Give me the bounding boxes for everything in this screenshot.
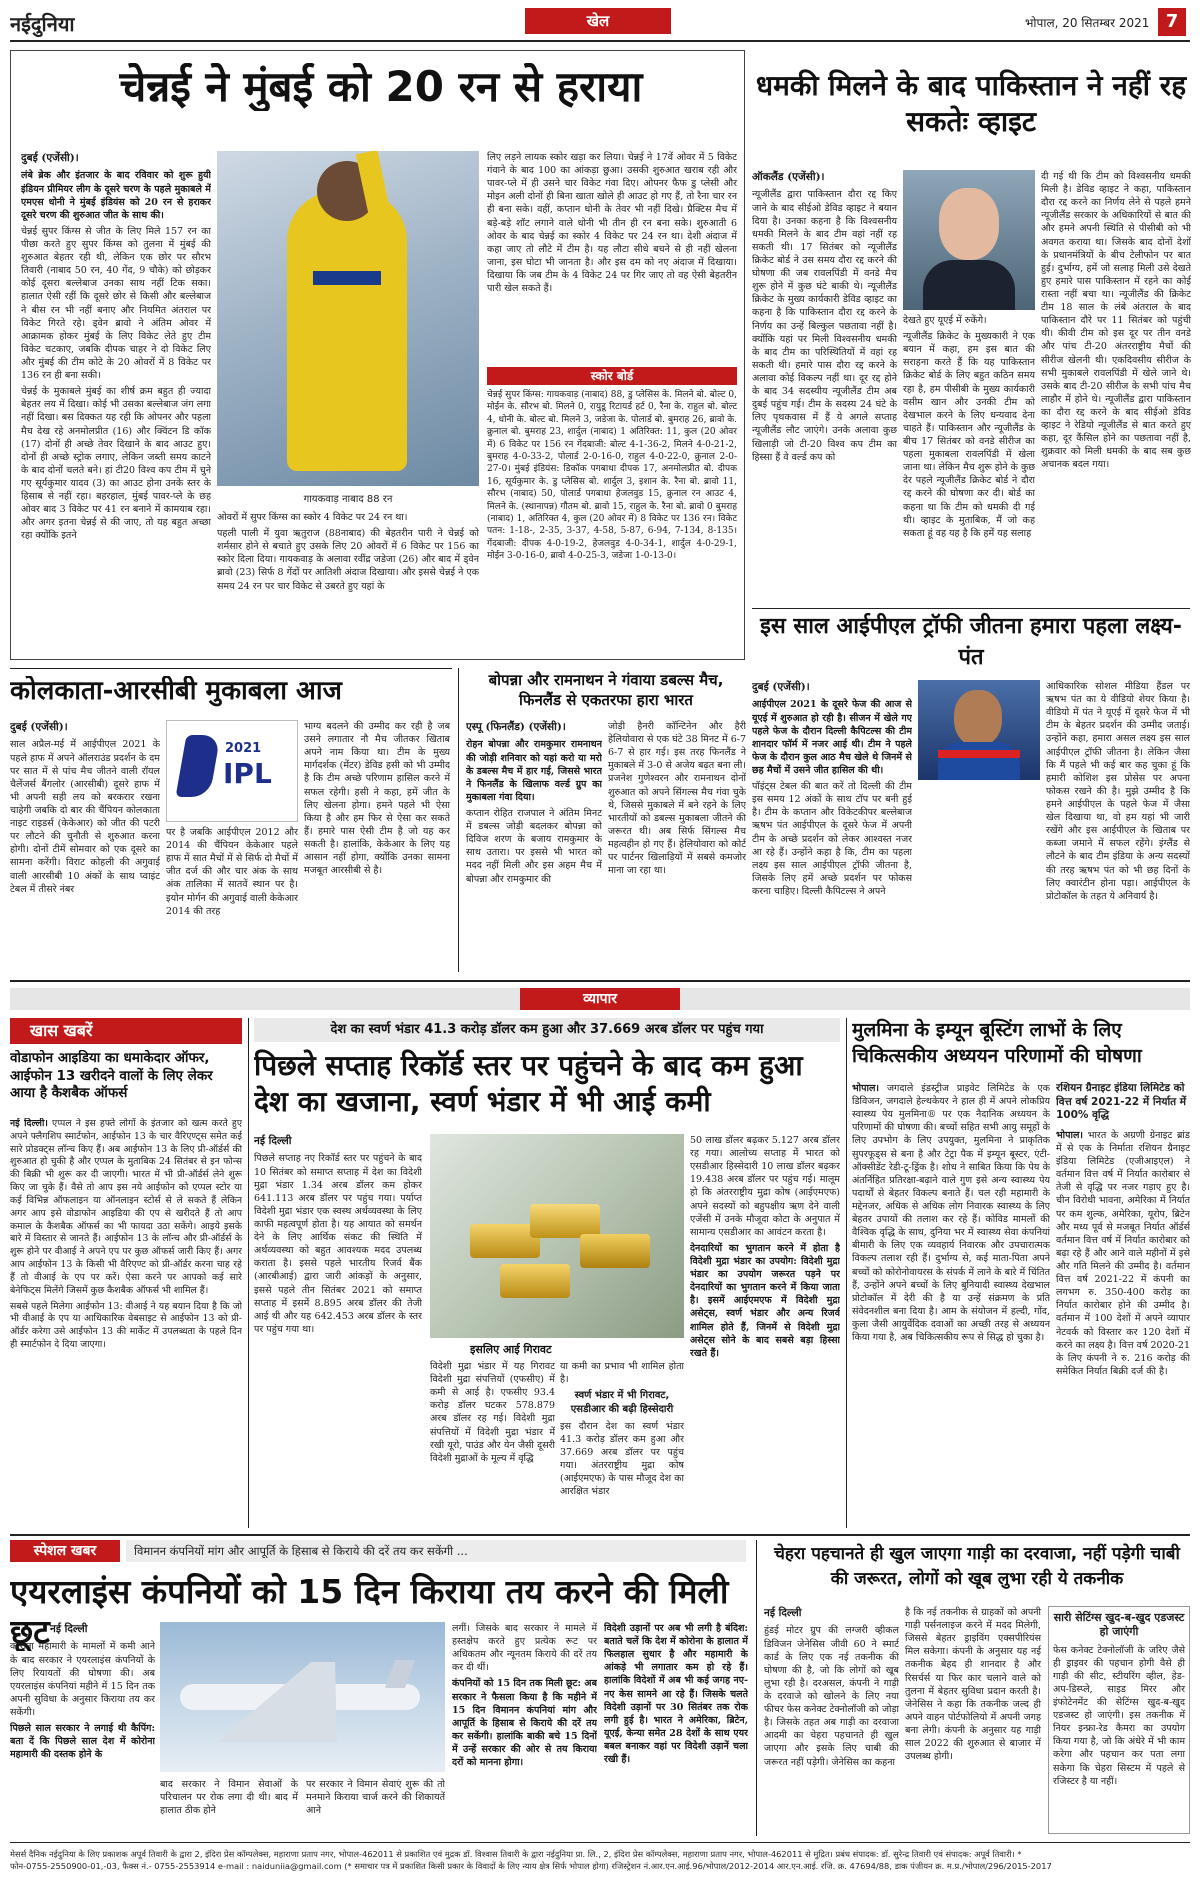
pakistan-col2-text: न्यूजीलैंड क्रिकेट के मुख्यकारी ने एक बयान में कहा, हम इस बात की सराहना करते हैं कि यह पाकिस्तान क्रिकेट बोर्ड के लिए बहुत कठिन समय रहा है, हम पीसीबी के मुख्य कार्यकारी वसीम खान और उनकी टीम को देखभाल करने के लिए धन्यवाद देना चाहते हैं। पाकिस्तान और न्यूजीलैंड के बीच 17 सितंबर को वनडे सीरीज का पहला मुकाबला रावलपिंडी में खेला जाना था। लेकिन मैच शुरू होने के कुछ देर पहले न्यूजीलैंड क्रिकेट बोर्ड ने दौरा रद्द करने की घोषणा कर दी। बोर्ड का कहना था कि टीम को धमकी दी गई थी। व्हाइट के मुताबिक, मैं जो कह सकता हूं वह यह है कि हमें यह सलाह xyxy=(903,331,1035,539)
imprint-line1: मेसर्स दैनिक नईदुनिया के लिए प्रकाशक अपूर्व तिवारी के द्वारा 2, इंदिरा प्रेस कॉम्पलेक्स, महाराणा प्रताप नगर, भोपाल-462011 से प्रकाशित एवं मुद्रक डॉ. विश्वास तिवारी के द्वारा नईदुनिया प्रा. लि., 2, इंदिरा प्रेस कॉम्पलेक्स, महाराणा प्रताप नगर, भोपाल-462011 से मुद्रित। प्रबंध संपादक: डॉ. सुरेन्द्र तिवारी एवं संपादक: अपूर्व तिवारी। * xyxy=(10,1849,1022,1859)
airlines-col4 xyxy=(604,1622,748,1834)
gold-col1 xyxy=(254,1134,422,1528)
pant-col2-text: आधिकारिक सोशल मीडिया हैंडल पर ऋषभ पंत का ये वीडियो शेयर किया है। वीडियो में पंत ने यूएई में दूसरे फेज में भी टीम के बेहतर प्रदर्शन की उम्मीद जताई। उन्होंने कहा, हमारा असल लक्ष्य इस साल आईपीएल ट्रॉफी जीतना है। लेकिन जैसा कि मैं पहले भी कई बार कह चुका हूं कि हमारी कोशिश इस प्रोसेस पर अपना फोकस रखने की है। मुझे उम्मीद है कि हमने आईपीएल के पहले फेज में जैसा खेल दिखाया था, वो हम यहां भी जारी रखेंगे और इस आईपीएल के खिताब पर कब्जा जमाने में सफल रहेंगे। इंग्लैंड से लौटने के बाद टीम इंडिया के अन्य सदस्यों की तरह ऋषभ पंत को भी छह दिनों के लिए क्वारंटीन होना पड़ा। आईपीएल के प्रोटोकॉल के तहत ये अनिवार्य है। xyxy=(1046,681,1190,902)
airlines-col3 xyxy=(452,1622,597,1834)
bopanna-headline: बोपन्ना और रामनाथन ने गंवाया डबल्स मैच, फिनलैंड से एकतरफा हारा भारत xyxy=(488,671,724,710)
airlines-col1 xyxy=(10,1622,155,1834)
gaikwad-photo xyxy=(217,151,479,486)
airlines-col2b-text: पर सरकार ने विमान सेवाएं शुरू की तो मनमाने किराया चार्ज करने की शिकायतें आने xyxy=(306,1779,445,1817)
airlines-tag: स्पेशल खबर xyxy=(10,1540,120,1562)
pant-col1 xyxy=(752,680,912,970)
newspaper-logo: नईदुनिया xyxy=(10,12,75,36)
kolkata-col1-text: साल अप्रैल-मई में आईपीएल 2021 के पहले हाफ में अपने ऑलराउंड प्रदर्शन के दम पर सात में से पांच मैच जीतने वाली रॉयल चैलेंजर्स बैंगलोर (आरसीबी) दूसरे हाफ में भी अपनी सही लय को बरकरार रखना चाहेगी जबकि दो बार की चैंपियन कोलकाता नाइट राइडर्स (केकेआर) को जीत की पटरी पर लौटने की चुनौती से शुरुआत करना होगी। दोनों टीमें सोमवार को एक दूसरे का सामना करेंगी। विराट कोहली की अगुवाई वाली आरसीबी 10 अंकों के साथ प्वाइंट टेबल में तीसरे नंबर xyxy=(10,739,160,895)
khaas-tag: खास खबरें xyxy=(10,1018,242,1044)
gold-col2b-text: या कमी का प्रभाव भी शामिल होता है। xyxy=(560,1361,684,1386)
pakistan-dateline: ऑकलैंड (एजेंसी)। xyxy=(752,171,825,183)
gold-col3b-text: देनदारियों का भुगतान करने में होता है विदेशी मुद्रा भंडार का उपयोग: विदेशी मुद्रा भंडार का उपयोग जरूरत पड़ने पर देनदारियों का भुगतान करने में किया जाता है। इसमें आईएमएफ में विदेशी मुद्रा असेट्स, स्वर्ण भंडार और अन्य रिजर्व शामिल होते हैं, जिनमें से विदेशी मुद्रा असेट्स सोने के बाद सबसे बड़ा हिस्सा रखते हैं। xyxy=(690,1242,840,1359)
section-title: खेल xyxy=(525,8,671,34)
rishiyan-body xyxy=(1056,1129,1190,1378)
airlines-col4-text: विदेशी उड़ानों पर अब भी लगी है बंदिश: बताते चलें कि देश में कोरोना के हालात में फिलहाल सुधार है और महामारी के आंकड़े भी लगातार कम हो रहे हैं। हालांकि विदेशों में अब भी कई जगह नए-नए केस सामने आ रहे हैं। जिसके चलते विदेशी उड़ानों पर 30 सितंबर तक रोक लगी हुई है। भारत ने अमेरिका, ब्रिटेन, यूएई, केन्या समेत 28 देशों के साथ एयर बबल बनाकर वहां पर विदेशी उड़ानें चला रखी हैं। xyxy=(604,1623,748,1766)
car-col1-text: हुंडई मोटर ग्रुप की लग्जरी व्हीकल डिविजन जेनेसिस जीवी 60 ने स्मार्ट कार्ड के लिए एक नई तकनीक की घोषणा की है, जो कि लोगों को खूब लुभा रही है। दरअसल, कंपनी ने गाड़ी के दरवाजे को खोलने के लिए नया फीचर फेस कनेक्ट टेक्नोलॉजी को जोड़ा है। जिसके तहत अब गाड़ी का दरवाजा आदमी का चेहरा पहचानते ही खुल जाएगा और इसके लिए चाबी की जरूरत नहीं पड़ेगी। जेनेसिस का कहना xyxy=(764,1625,899,1768)
gold-dateline: नई दिल्ली xyxy=(254,1135,292,1147)
scoreboard-title: स्कोर बोर्ड xyxy=(487,367,737,385)
chennai-intro: लंबे ब्रेक और इंतजार के बाद रविवार को शुरू हुयी इंडियन प्रीमियर लीग के दूसरे चरण के पहले मुकाबले में एमएस धोनी ने मुंबई इंडियंस को 20 रन से हराकर दूसरे चरण की शुरुआत जीत के साथ की। xyxy=(21,170,211,221)
pant-headline: इस साल आईपीएल ट्रॉफी जीतना हमारा पहला लक्ष्य-पंत xyxy=(760,614,1182,670)
gold-col1-text: पिछले सप्ताह नए रिकॉर्ड स्तर पर पहुंचने के बाद 10 सितंबर को समाप्त सप्ताह में देश का विदेशी मुद्रा भंडार 1.34 अरब डॉलर कम होकर 641.113 अरब डॉलर पर पहुंच गया। पर्याप्त विदेशी मुद्रा भंडार एक स्वस्थ अर्थव्यवस्था के लिए काफी महत्वपूर्ण होता है। यह आयात को समर्थन देने के लिए आर्थिक संकट की स्थिति में अर्थव्यवस्था को बहुत आवश्यक मदद उपलब्ध कराता है। इससे पहले भारतीय रिजर्व बैंक (आरबीआई) द्वारा जारी आंकड़ों के अनुसार, इससे पहले तीन सितंबर 2021 को समाप्त सप्ताह में इसमें 8.895 अरब डॉलर की तेजी आई थी और यह 642.453 अरब डॉलर के स्तर पर पहुंच गया था। xyxy=(254,1153,422,1335)
pant-dateline: दुबई (एजेंसी)। xyxy=(752,681,810,693)
rishiyan-body-text: भारत के अग्रणी ग्रेनाइट ब्रांड में से एक के निर्माता रशियन ग्रैनाइट इंडिया लिमिटेड (एजीआइएल) ने वर्तमान वित्त वर्ष में निर्यात कारोबार से तेजी से वृद्धि पर नजर गड़ाए हुए है। चीन विरोधी भावना, अमेरिका में निर्यात पर कम शुल्क, अमेरिका, यूरोप, ब्रिटेन और मध्य पूर्व से मजबूत निर्यात ऑर्डर्स वर्तमान वित्त वर्ष में निर्यात कारोबार को बढ़ा रहे हैं और आने वाले महीनों में इसे और गति मिलने की उम्मीद है। वर्तमान वित्त वर्ष 2021-22 में कंपनी का लगभग रु. 350-400 करोड़ का निर्यात कारोबार होने की उम्मीद है। वर्तमान में 100 देशों में अपने व्यापार नेटवर्क को विस्तार कर 120 देशों में करने का लक्ष्य है। वित्त वर्ष 2020-21 के लिए कंपनी ने रु. 216 करोड़ की समेकित निर्यात बिक्री दर्ज की है। xyxy=(1056,1129,1190,1377)
mulmina-headline: मुलमिना के इम्यून बूस्टिंग लाभों के लिए चिकित्सकीय अध्ययन परिणामों की घोषणा xyxy=(852,1019,1142,1067)
gold-headline: पिछले सप्ताह रिकॉर्ड स्तर पर पहुंचने के बाद कम हुआ देश का खजाना, स्वर्ण भंडार में भी आई कमी xyxy=(254,1049,803,1119)
bopanna-col2 xyxy=(608,720,746,972)
airlines-dateline: नई दिल्ली xyxy=(50,1623,88,1635)
mulmina-body xyxy=(852,1082,1050,1528)
car-col2-text: है कि नई तकनीक से ग्राहकों को अपनी गाड़ी पर्सनलाइज करने में मदद मिलेगी, जिससे बेहतर ड्राइविंग एक्सपीरियंस मिल सकेगा। कंपनी के अनुसार यह नई तकनीक बेहद ही शानदार है और रिसर्चर्स या फिर कार चलाने वाले को तुलना में बेहतर सुविधा प्रदान करती है। जेनेसिस ने कहा कि तकनीक जल्द ही अपने वाहन पोर्टफोलियो में अपनी जगह बना लेगी। कंपनी के अनुसार यह गाड़ी साल 2022 की शुरुआत से बाजार में उपलब्ध होगी। xyxy=(905,1607,1041,1763)
pakistan-col1 xyxy=(752,170,897,600)
imprint-line2: फोन-0755-2550900-01,-03, फैक्स नं.- 0755-2553914 e-mail : naiduniia@gmail.com (* समाचार पत्र में प्रकाशित किसी प्रकार के विवादों के लिए न्याय क्षेत्र सिर्फ भोपाल होगा) रजिस्ट्रेशन नं.आर.एन.आई.96/भोपाल/2012-2014 आर.एन.आई. रजि. क्र. 47694/88, डाक पंजीयन क्र. म.प्र./भोपाल/296/2015-2017 xyxy=(10,1861,1052,1872)
bopanna-col1 xyxy=(466,720,602,972)
kolkata-col2-text: पर है जबकि आईपीएल 2012 और 2014 की चैंपियन केकेआर पहले हाफ में सात मैचों में से सिर्फ दो मैचों में जीत दर्ज की और चार अंक के साथ अंक तालिका में सातवें स्थान पर है। इयोन मोर्गन की अगुवाई वाली केकेआर 2014 की तरह xyxy=(166,827,298,917)
pant-photo xyxy=(918,680,1040,780)
bopanna-intro: रोहन बोपन्ना और रामकुमार रामनाथन की जोड़ी शनिवार को यहां करो या मरो के डबल्स मैच में हार गई, जिससे भारत ने फिनलैंड के खिलाफ वर्ल्ड ग्रुप का मुकाबला गंवा दिया। xyxy=(466,739,602,803)
khaas-body-text: एप्पल ने इस हफ्ते लोगों के इंतजार को खत्म करते हुए अपने फ्लैगशिप स्मार्टफोन, आईफोन 13 के चार वैरिएण्ट्स समेत कई सारे प्रोडक्ट्स लॉन्च किए हैं। अब आईफोन 13 के लिए प्री-ऑर्डर्स की शुरुआत हो चुकी है और एप्पल के मुताबिक 24 सितंबर से इन फोन्स की बिक्री भी शुरू कर दी जाएगी। भारत में भी प्री-ऑर्डर्स लेने शुरू किए जा चुके हैं। वैसे तो आप इस नये आईफोन को एप्पल स्टोर या कई विभिन्न ऑफलाइन या ऑनलाइन स्टोर्स से ले सकते हैं लेकिन अगर आप इसे वोडाफोन आइडिया की एप से खरीदते हैं तो आप कमाल के कैशबैक ऑफर्स का भी फायदा उठा सकेंगे। आइये इसके बारे में विस्तार से जानते हैं। आईफोन 13 के लॉन्च और प्री-ऑर्डर्स के शुरू होने पर वीआई ने अपने एप पर कुछ ऑफर्स जारी किए हैं। अगर आप आईफोन 13 के किसी भी वैरिएण्ट को प्री-ऑर्डर करना चाह रहे हैं तो वीआई के एप पर करें। ऐसा करने पर आपको कई सारे बेनेफिट्स मिलेंगे जिसमें कुछ कैशबैक ऑफर्स भी शामिल हैं। xyxy=(10,1118,242,1296)
pakistan-col2 xyxy=(903,314,1035,604)
ipl-logo-year: 2021 xyxy=(225,741,262,756)
chennai-col2b-text: पहली पाली में युवा ऋतुराज (88नाबाद) की बेहतरीन पारी ने चेन्नई को शर्मसार होने से बचाते हुए उसके लिए 20 ओवरों में 6 विकेट पर 156 का स्कोर दिला दिया। गायकवाड़ के अलावा रवींद्र जडेजा (26) और बाद में ड्वेन ब्रावो (23) सिर्फ 8 गेंदों पर आतिशी अंदाज दिखाया। और इससे चेन्नई ने एक समय 24 रन पर चार विकेट से उबरते हुए यहां के xyxy=(217,528,479,592)
kolkata-dateline: दुबई (एजेंसी)। xyxy=(10,721,68,733)
kolkata-col1 xyxy=(10,720,160,970)
khaas-body2-text: सबसे पहले मिलेगा आईफोन 13: वीआई ने यह बयान दिया है कि जो भी वीआई के एप या आधिकारिक वेबसाइट से आईफोन 13 को प्री-ऑर्डर करेगा उसे आईफोन 13 की मार्केट में उपलब्धता के पहले दिन ही स्मार्टफोन दे दिया जाएगा। xyxy=(10,1300,242,1351)
chennai-col3 xyxy=(487,151,737,366)
kolkata-headline: कोलकाता-आरसीबी मुकाबला आज xyxy=(10,676,342,706)
gold-subhead: स्वर्ण भंडार में भी गिरावट, एसडीआर की बढ़ी हिस्सेदारी xyxy=(570,1390,674,1416)
pant-col2 xyxy=(1046,680,1190,970)
chennai-col1-text: चेन्नई सुपर किंग्स से जीत के लिए मिले 157 रन का पीछा करते हुए सुपर किंग्स को तुलना में मुंबई की शुरुआत बेहतर रही थी, लेकिन एक छोर पर सौरभ तिवारी (नाबाद 50 रन, 40 गेंद, 9 चौके) को छोड़कर कोई दूसरा बल्लेबाज उनका साथ नहीं टिक सका। हालात ऐसी रहीं कि दूसरे छोर से किसी और बल्लेबाज ने बीस रन भी नहीं बनाए और नियमित अंतराल पर विकेट गिरते रहे। ड्वेन ब्रावो ने अंतिम ओवर में आक्रामक होकर मुंबई के लिए विकेट लेते हुए टीम विकेट चटकाए, जबकि दीपक चाहर ने दो विकेट लिए और मुंबई की टीम कोटे के 20 ओवरों में 8 विकेट पर 136 रन ही बना सकी। xyxy=(21,225,211,382)
khaas-body xyxy=(10,1118,242,1528)
ipl-logo-text: IPL xyxy=(223,757,272,790)
gold-photo-caption: इसलिए आई गिरावट xyxy=(470,1343,552,1356)
gaikwad-caption: गायकवाड़ नाबाद 88 रन xyxy=(303,494,393,505)
kolkata-col3-text: भाग्य बदलने की उम्मीद कर रही है जब उसने लगातार नौ मैच जीतकर खिताब अपने नाम किया था। टीम के मुख्य मार्गदर्शक (मेंटर) डेविड हसी को भी उम्मीद है कि टीम अच्छे परिणाम हासिल करने में सफल रहेगी। हसी ने कहा, हमें जीत के लिए खेलना होगा। हमने पहले भी ऐसा किया है और हम फिर से ऐसा कर सकते हैं। हमारे पास ऐसी टीम है जो यह कर सकती है। हालांकि, केकेआर के लिए यह आसान नहीं होगा, क्योंकि उनका सामना मजबूत आरसीबी से है। xyxy=(304,721,450,877)
pakistan-col3-text: दी गई थी कि टीम को विश्वसनीय धमकी मिली है। डेविड व्हाइट ने कहा, पाकिस्तान दौरा रद्द करने का निर्णय लेने से पहले हमने न्यूजीलैंड सरकार के अधिकारियों से बात की और हमने अपनी स्थिति से पीसीबी को भी अवगत कराया था। जिसके बाद दोनों देशों के प्रधानमंत्रियों के बीच टेलीफोन पर बात हुई। दुर्भाग्य, हमें जो सलाह मिली उसे देखते हुए हमारे पास पाकिस्तान में रहने का कोई रास्ता नहीं बचा था। न्यूजीलैंड की क्रिकेट टीम 18 साल के लंबे अंतराल के बाद पाकिस्तान दौरे पर 11 सितंबर को पहुंची थी। कीवी टीम को इस दूर पर तीन वनडे और पांच टी-20 अंतरराष्ट्रीय मैचों की सीरीज खेलनी थी। एकदिवसीय सीरीज के सभी मुकाबले रावलपिंडी में खेले जाने थे। उसके बाद टी-20 सीरीज के सभी पांच मैच लाहौर में होने थे। न्यूजीलैंड द्वारा पाकिस्तान का दौरा रद्द करने के बाद सीईओ डेविड व्हाइट ने रेडियो न्यूजीलैंड से बात करते हुए कहा, दूर कैंसिल होने का पछतावा नहीं है, शुक्रवार को मिली धमकी के बाद सब कुछ अचानक बदल गया। xyxy=(1041,171,1191,471)
chennai-col1b-text: चेन्नई के मुकाबले मुंबई का शीर्ष क्रम बहुत ही ज्यादा बेहतर लय में दिखा। कोई भी उसका बल्लेबाज जंग लगा नहीं दिखा। बस दिक्कत यह रही कि ओपनर और पहला मैच देख रहे अनमोलप्रीत (16) और क्विंटन डि कॉक (17) दोनों ही अच्छे तेवर दिखाने के बाद आउट हुए। दोनों ही अच्छे स्ट्रोक लगाए, लेकिन जब्ती समय काटने के बाद दोनों चलते बने। हां टी20 विश्व कप टीम में चुने गए सूर्यकुमार यादव (3) का आउट होना उनके स्तर के हिसाब से नहीं रहा। बहरहाल, मुंबई पावर-प्ले के छह ओवर बाद 3 विकेट पर 41 रन बनाने में कामयाब रहा। और अगर इतना चेन्नई से की जाए, तो यह बहुत अच्छा रहा क्योंकि इतने xyxy=(21,386,211,542)
bopanna-col2-text: जोड़ी हैनरी कॉन्टिनेन और हैरी हेलियोवारा से एक घंटे 38 मिनट में 6-7 6-7 से हार गई। इस तरह फिनलैंड ने मुकाबले में 3-0 से अजेय बढ़त बना ली। प्रजनेश गुणेश्वरन और रामनाथन दोनों शुरुआत को अपने सिंगल्स मैच गंवा चुके थे, जिससे मुकाबले में बने रहने के लिए भारतीयों को डबल्स मुकाबला जीतने की जरूरत थी। अब सिर्फ सिंगल्स मैच महत्वहीन हो गए हैं। हेलियोवारा को कोर्ट पर पार्टनर खिलाड़ियों में सबसे कमजोर माना जा रहा था। xyxy=(608,721,746,877)
chennai-col1 xyxy=(21,151,211,651)
car-dateline: नई दिल्ली xyxy=(764,1607,802,1619)
bopanna-col1-text: कप्तान रोहित राजपाल ने अंतिम मिनट में डबल्स जोड़ी बदलकर बोपन्ना को दिविज शरण के बजाय रामकुमार के साथ उतारा। पर इससे भी भारत को मदद नहीं मिली और इस अहम मैच में बोपन्ना और रामकुमार की xyxy=(466,808,602,885)
gold-col2 xyxy=(430,1360,555,1528)
vyapar-band xyxy=(10,988,1190,1010)
pakistan-headline: धमकी मिलने के बाद पाकिस्तान ने नहीं रह सकतेः व्हाइट xyxy=(755,69,1187,139)
page-number: 7 xyxy=(1158,8,1186,36)
chennai-col3-text: लिए लड़ने लायक स्कोर खड़ा कर लिया। चेन्नई ने 17वें ओवर में 5 विकेट गंवाने के बाद 100 का आंकड़ा छुआ। उसकी शुरुआत खराब रही और पावर-प्ले में ही उसने चार विकेट गंवा दिए। ओपनर फैफ डु प्लेसी और मोइन अली दोनों ही बिना खाता खोले ही आउट हो गए हैं, तो रैना चार रन ही बना सके। वहीं, कप्तान धोनी के तेवर भी नहीं दिखे। प्रैक्टिस मैच में बड़े-बड़े शॉट लगाने वाले धोनी भी तीन ही रन बना सके। शुरुआती 6 ओवर के बाद चेन्नई का स्कोर 4 विकेट पर 24 रन था। देशी अंदाज में कहा जाए तो लौटे में टीम है। यह लौटा सीधे बचने से ही नहीं खेलना जाना, इस घोटा भी जानता है। और इस दम को नए अंदाज में दिखाया। दिखाया कि जब टीम के 4 विकेट 24 पर गिर जाए तो वह ऐसी बेहतरीन पारी खेल सकते हैं। xyxy=(487,152,737,295)
chennai-story xyxy=(10,50,745,660)
white-photo xyxy=(903,170,1035,310)
airlines-kicker: विमानन कंपनियों मांग और आपूर्ति के हिसाब से किराये की दरें तय कर सकेंगी ... xyxy=(126,1540,746,1562)
khaas-box xyxy=(10,1018,242,1528)
chennai-headline: चेन्नई ने मुंबई को 20 रन से हराया xyxy=(119,63,643,111)
masthead xyxy=(10,8,1190,38)
car-side-body: फेस कनेक्ट टेक्नोलॉजी के जरिए जैसे ही ड्राइवर की पहचान होगी वैसे ही गाड़ी की सीट, स्टीयरिंग व्हील, हेड-अप-डिस्प्ले, साइड मिरर और इंफोटेनमेंट की सेटिंग्स खुद-ब-खुद एडजस्ट हो जाएंगी। इस तकनीक में नियर इन्फ्रा-रेड कैमरा का उपयोग किया गया है, जो कि अंधेरे में भी काम करेगा और पहचान कर पता लगा सकेगा कि चेहरा सिस्टम में पहले से रजिस्टर है या नहीं। xyxy=(1053,1644,1185,1787)
imprint xyxy=(10,1848,1190,1892)
scoreboard-text: चेन्नई सुपर किंग्स: गायकवाड़ (नाबाद) 88, डु प्लेसिस के. मिलने बो. बोल्ट 0, मोईन के. सौरभ बो. मिलने 0, रायुडू रिटायर्ड हर्ट 0, रैना के. राहुल बो. बोल्ट 4, धोनी के. बोल्ट बो. मिलने 3, जडेजा के. पोलार्ड बो. बुमराह 26, ब्रावो के. क्रुनाल बो. बुमराह 23, शार्दुल (नाबाद) 1 अतिरिक्त: 11, कुल (20 ओवर में) 6 विकेट पर 156 रन गेंदबाजी: बोल्ट 4-1-36-2, मिलने 4-0-21-2, बुमराह 4-0-33-2, पोलार्ड 2-0-16-0, राहुल 4-0-22-0, क्रुनाल 2-0-27-0। मुंबई इंडियंस: डिकॉक पगबाधा दीपक 17, अनमोलप्रीत बो. दीपक 16, सूर्यकुमार के. डु प्लेसिस बो. शार्दुल 3, इशान के. रैना बो. ब्रावो 11, सौरभ (नाबाद) 50, पोलार्ड पगबाधा हेजलवुड 15, क्रुनाल रन आउट 4, मिलने के. (स्थानापन्न) गौतम बो. ब्रावो 15, राहुल के. रैना बो. ब्रावो 0 बुमराह (नाबाद) 1, अतिरिक्त 4, कुल (20 ओवर में) 8 विकेट पर 136 रन। विकेट पतन: 1-18-, 2-35, 3-37, 4-58, 5-87, 6-94, 7-134, 8-135। गेंदबाजी: दीपक 4-0-19-2, हेजलवुड 4-0-34-1, शार्दुल 4-0-29-1, मोईन 3-0-16-0, ब्रावो 4-0-25-3, जडेजा 1-0-13-0। xyxy=(487,390,737,562)
pant-intro: आईपीएल 2021 के दूसरे फेज की आज से यूएई में शुरुआत हो रही है। सीजन में खेले गए पहले फेज के दौरान दिल्ली कैपिटल्स की टीम शानदार फॉर्म में नजर आई थी। टीम ने पहले फेज के दौरान कुल आठ मैच खेले थे जिनमें से छह मैचों में उसने जीत हासिल की थी। xyxy=(752,699,912,777)
airlines-col2 xyxy=(160,1778,298,1834)
airlines-col3b-text: कंपनियों को 15 दिन तक मिली छूट: अब सरकार ने फैसला किया है कि महीने में 15 दिन विमानन कंपनियां मांग और आपूर्ति के हिसाब से किराये की दरें तय कर सकेंगी। हालांकि बाकी बचे 15 दिनों में उन्हें सरकार की ओर से तय किराया दरों को मानना होगा। xyxy=(452,1678,597,1769)
car-sidebox xyxy=(1048,1606,1190,1834)
pant-col1-text: पॉइंट्स टेबल की बात करें तो दिल्ली की टीम इस समय 12 अंकों के साथ टॉप पर बनी हुई है। टीम के कप्तान और विकेटकीपर बल्लेबाज ऋषभ पंत आईपीएल के दूसरे फेज में अपनी टीम के अच्छे प्रदर्शन को लेकर आश्वस्त नजर आ रहे हैं। उन्होंने कहा है कि, टीम का पहला लक्ष्य इस साल आईपीएल ट्रॉफी जीतना है, जिसके लिए हमें अच्छे प्रदर्शन पर फोकस करना चाहिए। दिल्ली कैपिटल्स ने अपने xyxy=(752,781,912,898)
chennai-col2 xyxy=(217,511,479,651)
kolkata-col2 xyxy=(166,826,298,972)
gold-bars-photo xyxy=(430,1134,684,1338)
mulmina-dateline: भोपाल। xyxy=(852,1083,880,1094)
gold-kicker: देश का स्वर्ण भंडार 41.3 करोड़ डॉलर कम हुआ और 37.669 अरब डॉलर पर पहुंच गया xyxy=(254,1018,840,1042)
airlines-col1b-text: पिछले साल सरकार ने लगाई थी कैपिंग: बता दें कि पिछले साल देश में कोरोना महामारी की दस्तक होने के xyxy=(10,1723,155,1761)
rishiyan-box xyxy=(1056,1082,1190,1528)
airplane-photo xyxy=(160,1622,445,1772)
car-side-head: सारी सेटिंग्स खुद-ब-खुद एडजस्ट हो जाएंगी xyxy=(1053,1611,1185,1639)
bopanna-dateline: एस्पू (फिनलैंड) (एजेंसी)। xyxy=(466,721,566,733)
airlines-col1-text: कोरोना महामारी के मामलों में कमी आने के बाद सरकार ने एयरलाइंस कंपनियों के लिए रियायतों की घोषणा की। अब एयरलाइंस कंपनियां महीने में 15 दिन तक अपनी सुविधा के अनुसार किराया तय कर सकेंगी। xyxy=(10,1641,155,1719)
car-headline: चेहरा पहचानते ही खुल जाएगा गाड़ी का दरवाजा, नहीं पड़ेगी चाबी की जरूरत, लोगों को खूब लुभा रही ये तकनीक xyxy=(774,1544,1180,1589)
gold-col2c-text: इस दौरान देश का स्वर्ण भंडार 41.3 करोड़ डॉलर कम हुआ और 37.669 अरब डॉलर पर पहुंच गया। अंतरराष्ट्रीय मुद्रा कोष (आईएमएफ) के पास मौजूद देश का आरक्षित भंडार xyxy=(560,1420,684,1498)
airlines-headline: एयरलाइंस कंपनियों को 15 दिन किराया तय करने की मिली छूट xyxy=(10,1572,729,1651)
khaas-dateline: नई दिल्ली। xyxy=(10,1118,48,1129)
airlines-col2b xyxy=(306,1778,445,1834)
car-col1 xyxy=(764,1606,899,1834)
chennai-dateline: दुबई (एजेंसी)। xyxy=(21,152,79,164)
car-side-body-wrap xyxy=(1053,1644,1185,1788)
kolkata-col3 xyxy=(304,720,450,972)
vyapar-section-title: व्यापार xyxy=(520,988,680,1010)
ipl-logo xyxy=(166,720,298,822)
gold-col3 xyxy=(690,1134,840,1528)
scoreboard xyxy=(487,389,737,654)
rishiyan-headline: रशियन ग्रैनाइट इंडिया लिमिटेड को वित्त वर्ष 2021-22 में निर्यात में 100% वृद्धि xyxy=(1056,1082,1187,1122)
rishiyan-dateline: भोपाल। xyxy=(1056,1129,1084,1141)
airlines-col2-text: बाद सरकार ने विमान सेवाओं के परिचालन पर रोक लगा दी थी। बाद में हालात ठीक होने xyxy=(160,1779,298,1817)
pakistan-col3 xyxy=(1041,170,1191,600)
khaas-headline: वोडाफोन आइडिया का धमाकेदार ऑफर, आईफोन 13 खरीदने वालों के लिए लेकर आया है कैशबैक ऑफर्स xyxy=(10,1050,213,1102)
issue-date: भोपाल, 20 सितम्बर 2021 xyxy=(1025,16,1150,30)
mulmina-body-text: जगदाले इंडस्ट्रीज प्राइवेट लिमिटेड के एक डिविजन, जगदाले हेल्थकेयर ने हाल ही में अपने लोकप्रिय स्वास्थ्य पेय मुलमिना® पर एक नैदानिक अध्ययन के परिणामों की घोषणा की। बच्चों सहित सभी आयु समूहों के लिए उपभोग के लिए उपयुक्त, मुलमिना ने प्राकृतिक सुपरफूड्स से बना है और टेट्रा पैक में इम्यून बूस्टर, एंटी-ऑक्सीडेंट रेडी-टू-ड्रिंक है। शोध ने साबित किया कि पेय के अंतर्निहित प्रतिरक्षा-बढ़ाने वाले गुण इसे अन्य स्वास्थ्य पेय पदार्थों से बेहतर विकल्प बनाते हैं। चल रही महामारी के मद्देनजर, अधिक से अधिक लोग निवारक स्वास्थ्य के लिए बेहतर उपायों की तलाश कर रहे हैं। कोविड मामलों की वैश्विक वृद्धि के साथ, दुनिया भर में स्वास्थ्य सेवा कंपनियां बीमारी के लिए एक व्यवहार्य निवारक और उपचारात्मक विकल्प तलाश रही हैं। दुर्भाग्य से, कई माता-पिता अपने बच्चों को कोरोनोवायरस के संपर्क में लाने के बारे में चिंतित हैं, उन्होंने अपने बच्चों के लिए बुनियादी स्वास्थ्य देखभाल प्रोटोकॉल में देरी की है या उन्हें संक्रमण के प्रति संवेदनशील बना दिया है। आम के संयोजन में हल्दी, गोंद, कुला जैसी आयुर्वेदिक दवाओं का अच्छी तरह से अध्ययन किया गया है, अब चिकित्सकीय रूप से सिद्ध हो चुका है। xyxy=(852,1083,1050,1344)
gold-col3-text: 50 लाख डॉलर बढ़कर 5.127 अरब डॉलर रह गया। आलोच्य सप्ताह में भारत को एसडीआर हिस्सेदारी 10 लाख डॉलर बढ़कर 19.438 अरब डॉलर पर पहुंच गई। मालूम हो कि अंतरराष्ट्रीय मुद्रा कोष (आईएमएफ) अपने सदस्यों को बहुपक्षीय ऋण देने वाली एजेंसी में उनके मौजूदा कोटा के अनुपात में सामान्य एसडीआर का आवंटन करता है। xyxy=(690,1135,840,1238)
white-caption: देखते हुए यूएई में रुकेंगे। xyxy=(903,315,987,326)
gold-col2-text: विदेशी मुद्रा भंडार में यह गिरावट विदेशी मुद्रा संपत्तियों (एफसीए) में कमी से आई है। एफसीए 93.4 करोड़ डॉलर घटकर 578.879 अरब डॉलर रह गई। विदेशी मुद्रा संपत्तियों में विदेशी मुद्रा भंडार में रखी यूरो, पाउंड और येन जैसी दूसरी विदेशी मुद्राओं के मूल्य में वृद्धि xyxy=(430,1361,555,1464)
chennai-col2-text: ओवरों में सुपर किंग्स का स्कोर 4 विकेट पर 24 रन था। xyxy=(217,512,408,523)
airlines-col3-text: लगीं। जिसके बाद सरकार ने मामले में हस्तक्षेप करते हुए प्रत्येक रूट पर अधिकतम और न्यूनतम किराये की दरें तय कर दी थीं। xyxy=(452,1623,597,1674)
car-col2 xyxy=(905,1606,1041,1834)
pakistan-col1-text: न्यूजीलैंड द्वारा पाकिस्तान दौरा रद्द किए जाने के बाद सीईओ डेविड व्हाइट ने बयान दिया है। उनका कहना है कि विश्वसनीय धमकी मिलने के बाद टीम वहां नहीं रह सकती थी। 17 सितंबर को न्यूजीलैंड क्रिकेट बोर्ड ने उस समय दौरा रद्द करने की घोषणा की जब रावलपिंडी में वनडे मैच शुरू होने में कुछ घंटे बाकी थे। न्यूजीलैंड क्रिकेट के मुख्य कार्यकारी डेविड व्हाइट का कहना है कि पाकिस्तान दौरा रद्द करने के निर्णय का उन्हें बिल्कुल पछतावा नहीं है। क्योंकि यहां पर मिली विश्वसनीय धमकी के बाद टीम का परिस्थितियों में वहां रह सकती थी। हमारे पास दौरा रद्द करने के अलावा कोई विकल्प नहीं था। दूर रद्द होने के बाद 34 सदस्यीय न्यूजीलैंड टीम अब दुबई पहुंच गई। टीम के सदस्य 24 घंटे के लिए पृथकवास में हैं ये अगले सप्ताह न्यूजीलैंड लौट जाएंगे। उनके अलावा कुछ खिलाड़ी जो टी-20 विश्व कप टीम का हिस्सा हैं वे वर्ल्ड कप को xyxy=(752,189,897,463)
gold-col2-cont xyxy=(560,1360,684,1528)
